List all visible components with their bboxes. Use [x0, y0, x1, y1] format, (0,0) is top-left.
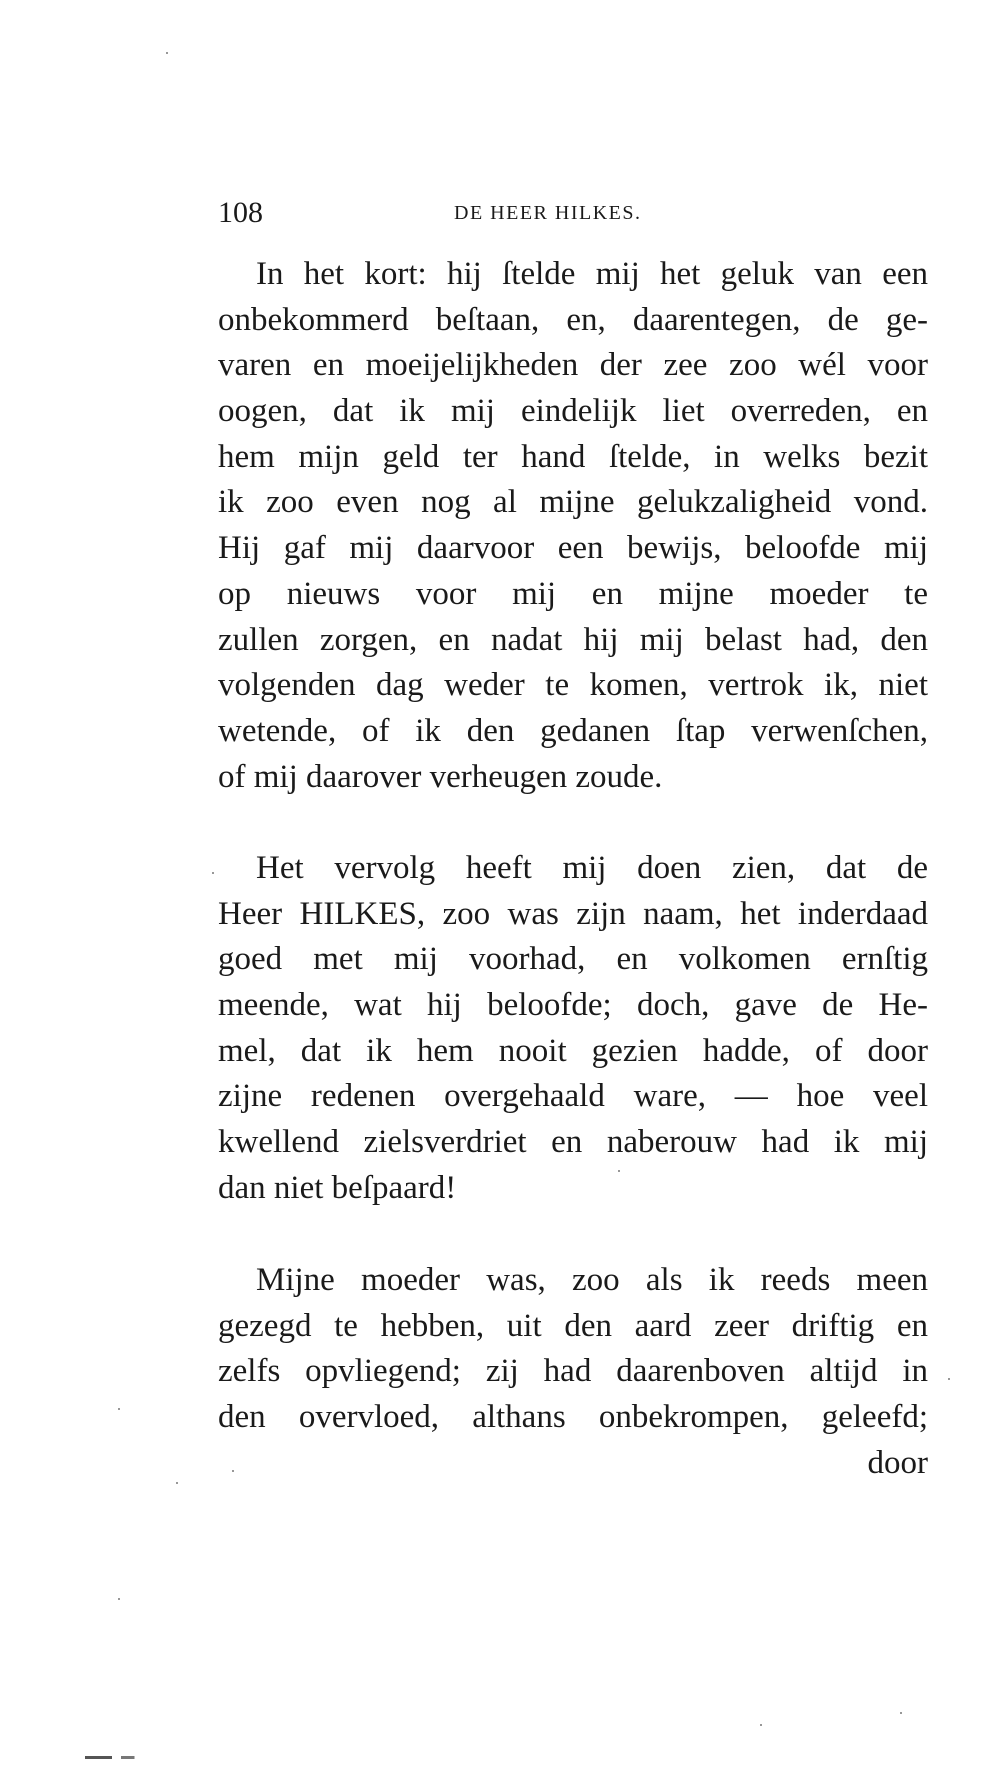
text-line: Hij gaf mij daarvoor een bewijs, beloofde mij [218, 530, 928, 567]
paper-speck [176, 1482, 178, 1484]
paragraph-3 [218, 1258, 928, 1486]
paper-speck [948, 1378, 950, 1380]
text-line: mel, dat ik hem nooit gezien hadde, of door [218, 1032, 928, 1069]
text-line: meende, wat hij beloofde; doch, gave de He- [218, 987, 928, 1024]
text-line: goed met mij voorhad, en volkomen ernſtig [218, 941, 928, 978]
paper-speck [118, 1408, 120, 1410]
paper-speck [232, 1470, 234, 1472]
text-line: onbekommerd beſtaan, en, daarentegen, de ge- [218, 301, 928, 338]
text-line: wetende, of ik den gedanen ſtap verwenſchen, [218, 712, 928, 749]
text-line: In het kort: hij ſtelde mij het geluk van een [256, 256, 928, 292]
page-header [218, 196, 928, 236]
text-line: ik zoo even nog al mijne gelukzaligheid vond. [218, 484, 928, 521]
text-line: zullen zorgen, en nadat hij mij belast had, den [218, 621, 928, 658]
text-line: of mij daarover verheugen zoude. [218, 758, 663, 795]
paper-speck [618, 1170, 620, 1172]
page-number: 108 [218, 196, 263, 229]
text-line: dan niet beſpaard! [218, 1169, 457, 1206]
text-line: hem mijn geld ter hand ſtelde, in welks bezit [218, 438, 928, 475]
paper-speck [212, 872, 214, 874]
text-line: Heer HILKES, zoo was zijn naam, het inderdaad [218, 895, 928, 932]
running-title: DE HEER HILKES. [454, 202, 642, 224]
text-line: gezegd te hebben, uit den aard zeer driftig en [218, 1307, 928, 1344]
paragraph-1 [218, 252, 928, 800]
paper-smudge [85, 1756, 175, 1759]
text-line: oogen, dat ik mij eindelijk liet overreden, en [218, 393, 928, 430]
text-line: zijne redenen overgehaald ware, — hoe veel [218, 1078, 928, 1115]
text-line: den overvloed, althans onbekrompen, geleefd; [218, 1399, 928, 1436]
text-line: varen en moeijelijkheden der zee zoo wél voor [218, 347, 928, 384]
paper-speck [900, 1712, 902, 1714]
text-line: Mijne moeder was, zoo als ik reeds meen [256, 1262, 928, 1298]
paper-speck [118, 1598, 120, 1600]
paper-speck [760, 1724, 762, 1726]
text-line: op nieuws voor mij en mijne moeder te [218, 575, 928, 612]
paper-speck [166, 52, 168, 54]
text-line: kwellend zielsverdriet en naberouw had ik mij [218, 1124, 928, 1161]
text-line: zelfs opvliegend; zij had daarenboven altijd in [218, 1353, 928, 1390]
paragraph-2 [218, 846, 928, 1212]
catchword: door [867, 1444, 928, 1481]
text-line: Het vervolg heeft mij doen zien, dat de [256, 850, 928, 886]
text-line: volgenden dag weder te komen, vertrok ik, niet [218, 667, 928, 704]
